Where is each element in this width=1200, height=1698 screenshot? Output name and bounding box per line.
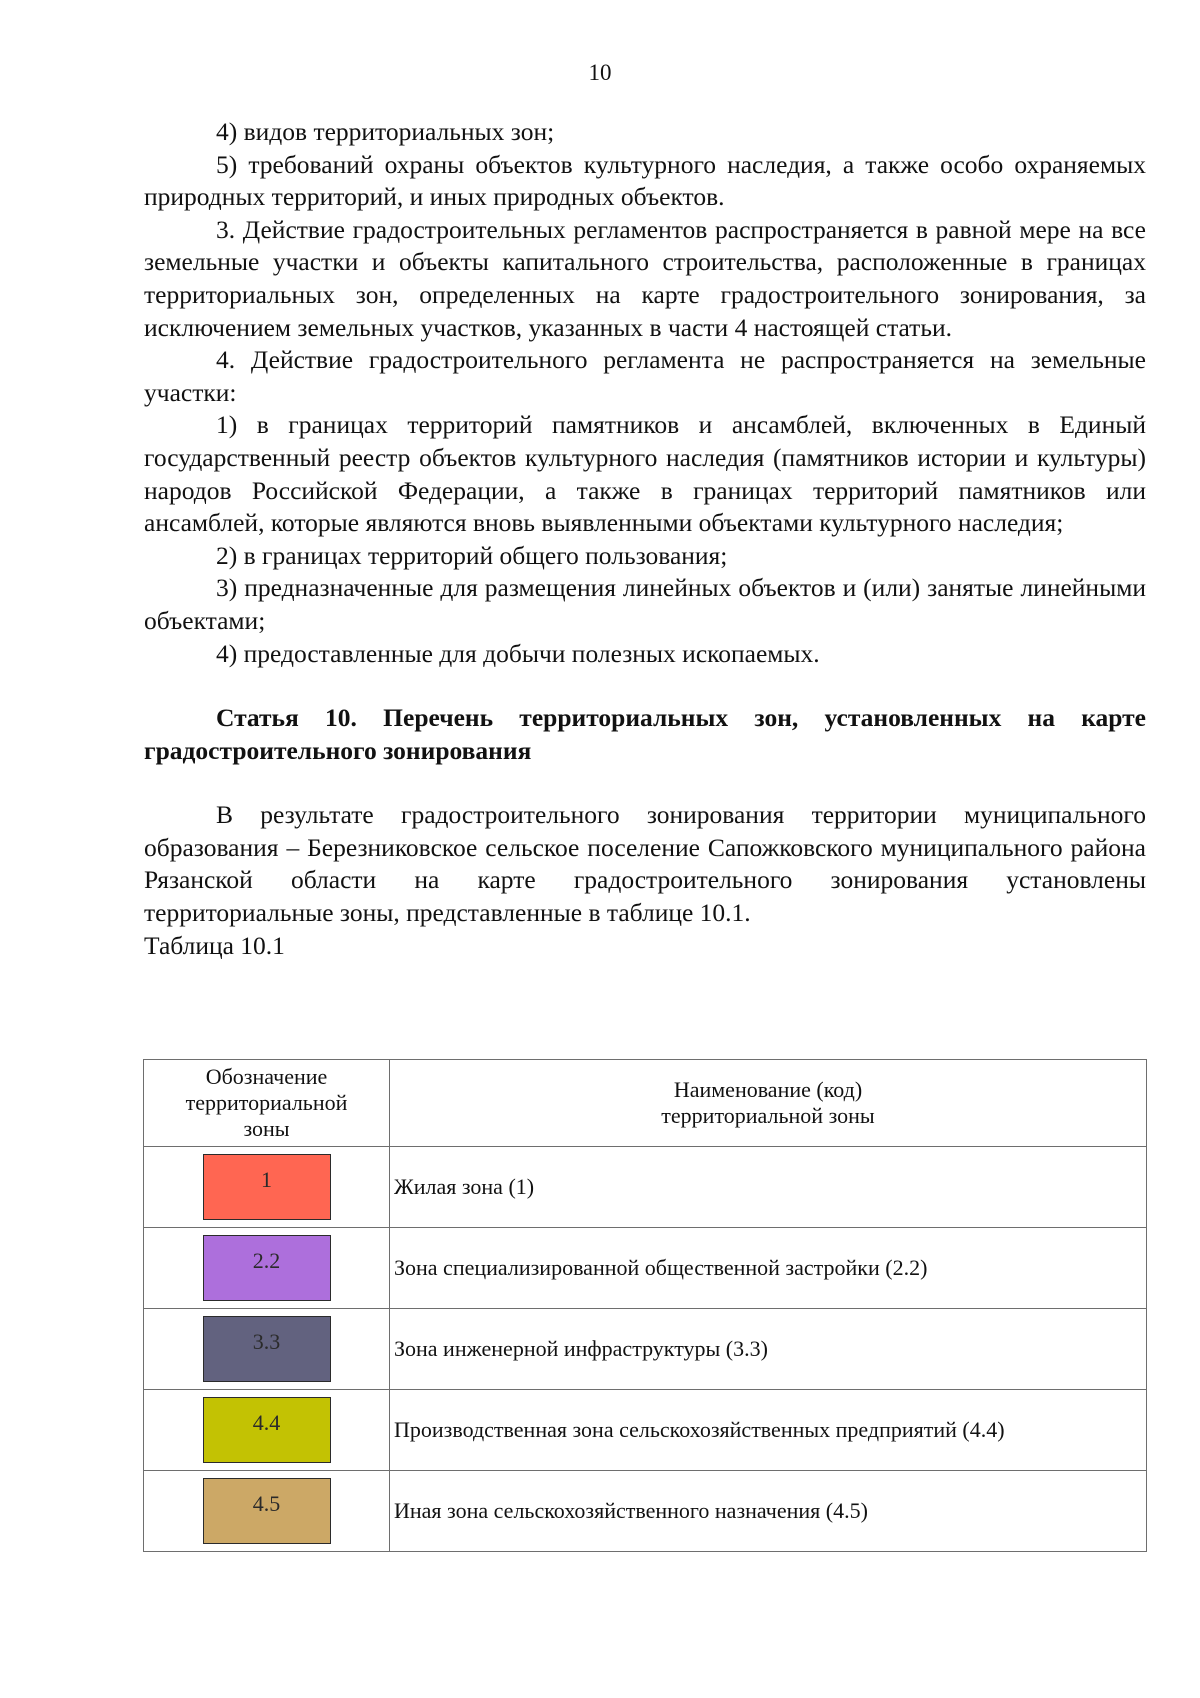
zone-name-cell: Зона специализированной общественной застройки (2.2) bbox=[390, 1228, 1147, 1309]
header-code-line: территориальной bbox=[185, 1090, 348, 1115]
spacer bbox=[144, 670, 1146, 702]
document-body bbox=[144, 116, 1146, 962]
table-row bbox=[144, 1147, 1147, 1228]
header-code-line: Обозначение bbox=[205, 1064, 328, 1089]
table-row bbox=[144, 1309, 1147, 1390]
header-zone-code bbox=[144, 1060, 390, 1147]
paragraph-item: 4) предоставленные для добычи полезных ископаемых. bbox=[216, 638, 820, 668]
zone-color-swatch: 2.2 bbox=[203, 1235, 331, 1301]
zone-name-cell: Жилая зона (1) bbox=[390, 1147, 1147, 1228]
paragraph: 4. Действие градостроительного регламента не распространяется на земельные участки: bbox=[144, 345, 1146, 407]
table-caption: Таблица 10.1 bbox=[144, 930, 285, 960]
article-intro: В результате градостроительного зонирования территории муниципального образования – Березниковское сельское поселение Сапожковского муниципального района Рязанской области на карте градостроительного зонирования установлены территориальные зоны, представленные в таблице 10.1. bbox=[144, 800, 1146, 928]
zone-name-cell: Иная зона сельскохозяйственного назначения (4.5) bbox=[390, 1471, 1147, 1552]
table-header-row bbox=[144, 1060, 1147, 1147]
zone-color-swatch: 4.5 bbox=[203, 1478, 331, 1544]
page-number: 10 bbox=[588, 60, 612, 85]
zone-color-swatch: 4.4 bbox=[203, 1397, 331, 1463]
zone-name-cell: Зона инженерной инфраструктуры (3.3) bbox=[390, 1309, 1147, 1390]
article-heading: Статья 10. Перечень территориальных зон, установленных на карте градостроительного зонирования bbox=[144, 703, 1146, 765]
paragraph-item: 1) в границах территорий памятников и ансамблей, включенных в Единый государственный реестр объектов культурного наследия (памятников истории и культуры) народов Российской Федерации, а также в границах территорий памятников или ансамблей, которые являются вновь выявленными объектами культурного наследия; bbox=[144, 410, 1146, 538]
table-row bbox=[144, 1471, 1147, 1552]
zones-table bbox=[143, 1059, 1147, 1552]
paragraph-item: 3) предназначенные для размещения линейных объектов и (или) занятые линейными объектами; bbox=[144, 573, 1146, 635]
zone-code-cell bbox=[144, 1309, 390, 1390]
zone-code-cell bbox=[144, 1390, 390, 1471]
zone-color-swatch: 3.3 bbox=[203, 1316, 331, 1382]
header-code-line: зоны bbox=[243, 1116, 290, 1141]
table-row bbox=[144, 1228, 1147, 1309]
table-row bbox=[144, 1390, 1147, 1471]
paragraph: 3. Действие градостроительных регламентов распространяется в равной мере на все земельные участки и объекты капитального строительства, расположенные в границах территориальных зон, определенных на карте градостроительного зонирования, за исключением земельных участков, указанных в части 4 настоящей статьи. bbox=[144, 214, 1146, 342]
zone-code-cell bbox=[144, 1228, 390, 1309]
zone-code-cell bbox=[144, 1471, 390, 1552]
paragraph-item: 2) в границах территорий общего пользования; bbox=[216, 540, 728, 570]
zone-color-swatch: 1 bbox=[203, 1154, 331, 1220]
zones-table-body bbox=[144, 1147, 1147, 1552]
header-name-line: территориальной зоны bbox=[661, 1103, 875, 1128]
zone-code-cell bbox=[144, 1147, 390, 1228]
zone-name-cell: Производственная зона сельскохозяйственных предприятий (4.4) bbox=[390, 1390, 1147, 1471]
spacer bbox=[144, 767, 1146, 799]
header-zone-name bbox=[390, 1060, 1147, 1147]
paragraph-item: 4) видов территориальных зон; bbox=[216, 117, 555, 146]
paragraph-item: 5) требований охраны объектов культурного наследия, а также особо охраняемых природных территорий, и иных природных объектов. bbox=[144, 149, 1146, 212]
header-name-line: Наименование (код) bbox=[673, 1077, 863, 1102]
